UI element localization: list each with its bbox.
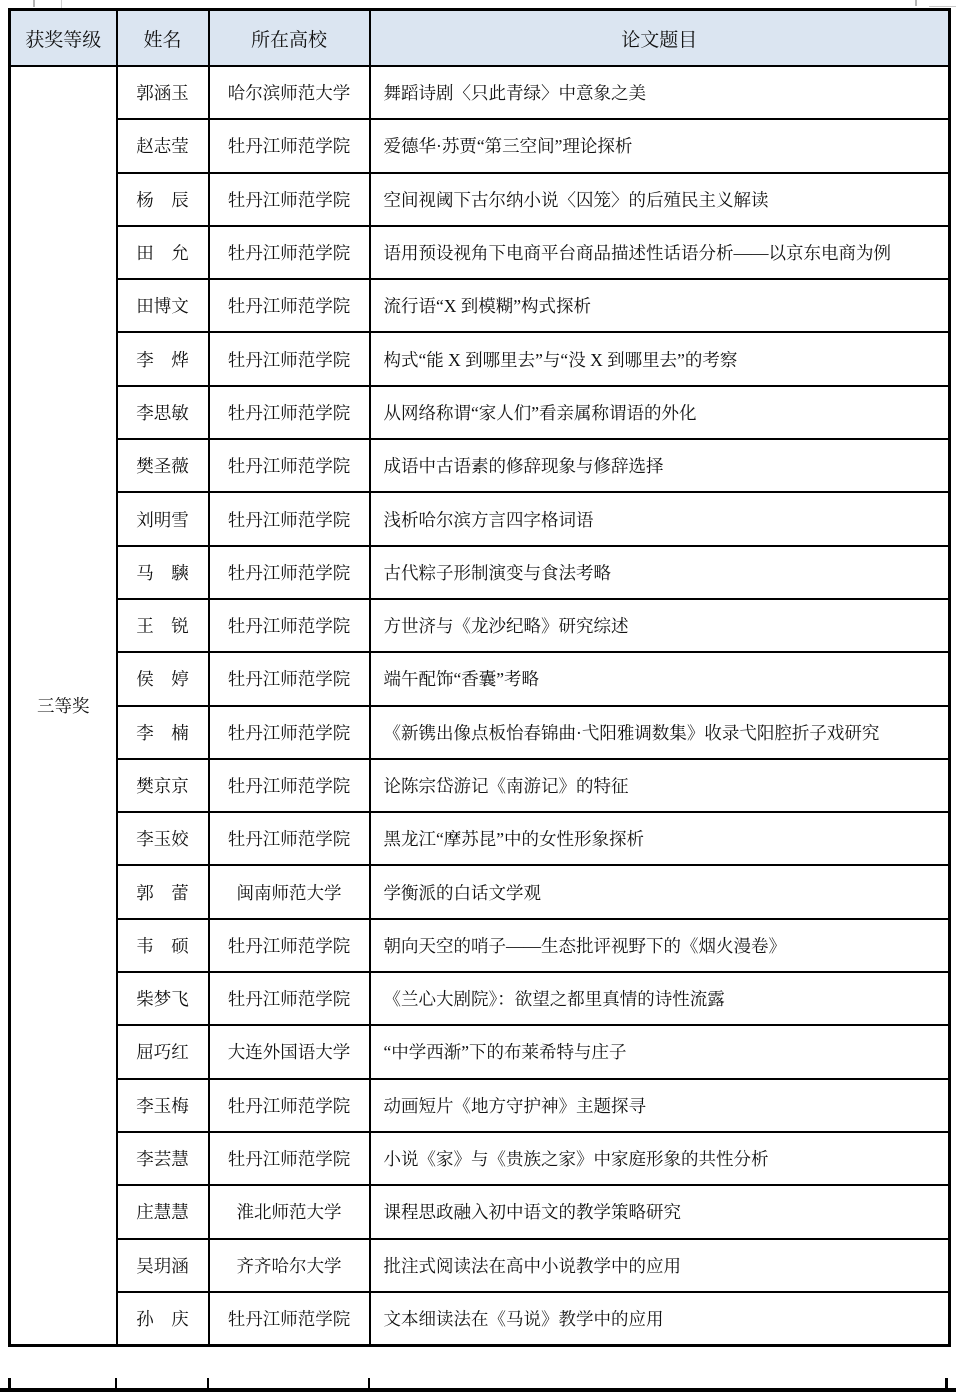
table-row (10, 599, 950, 652)
header-cell-school: 所在高校 (209, 10, 370, 67)
school-cell: 牡丹江师范学院 (209, 1132, 370, 1185)
table-row (10, 1292, 950, 1346)
table-row (10, 226, 950, 279)
table-header (10, 10, 950, 67)
name-cell: 田 允 (117, 226, 209, 279)
name-cell: 李 烨 (117, 332, 209, 385)
school-cell: 牡丹江师范学院 (209, 759, 370, 812)
table-row (10, 919, 950, 972)
table-row (10, 279, 950, 332)
table-body (10, 66, 950, 1346)
school-cell: 牡丹江师范学院 (209, 599, 370, 652)
name-cell: 李 楠 (117, 706, 209, 759)
title-cell: 端午配饰“香囊”考略 (370, 652, 950, 705)
name-cell: 赵志莹 (117, 119, 209, 172)
name-cell: 马 騻 (117, 546, 209, 599)
title-cell: 小说《家》与《贵族之家》中家庭形象的共性分析 (370, 1132, 950, 1185)
name-cell: 柴梦飞 (117, 972, 209, 1025)
name-cell: 侯 婷 (117, 652, 209, 705)
table-row (10, 865, 950, 918)
table-row (10, 812, 950, 865)
school-cell: 牡丹江师范学院 (209, 706, 370, 759)
title-cell: 朝向天空的哨子——生态批评视野下的《烟火漫卷》 (370, 919, 950, 972)
name-cell: 韦 硕 (117, 919, 209, 972)
table-row (10, 706, 950, 759)
title-cell: 爱德华·苏贾“第三空间”理论探析 (370, 119, 950, 172)
title-cell: 批注式阅读法在高中小说教学中的应用 (370, 1239, 950, 1292)
ruler-tick (915, 0, 917, 6)
title-cell: 构式“能 X 到哪里去”与“没 X 到哪里去”的考察 (370, 332, 950, 385)
table-row (10, 972, 950, 1025)
name-cell: 李思敏 (117, 386, 209, 439)
school-cell: 牡丹江师范学院 (209, 546, 370, 599)
school-cell: 牡丹江师范学院 (209, 386, 370, 439)
name-cell: 李玉姣 (117, 812, 209, 865)
title-cell: 论陈宗岱游记《南游记》的特征 (370, 759, 950, 812)
name-cell: 杨 辰 (117, 173, 209, 226)
table-row (10, 439, 950, 492)
school-cell: 牡丹江师范学院 (209, 226, 370, 279)
title-cell: 文本细读法在《马说》教学中的应用 (370, 1292, 950, 1346)
name-cell: 吴玥涵 (117, 1239, 209, 1292)
ruler-line (929, 6, 956, 7)
name-cell: 屈巧红 (117, 1025, 209, 1078)
table-row (10, 119, 950, 172)
title-cell: 浅析哈尔滨方言四字格词语 (370, 492, 950, 545)
school-cell: 牡丹江师范学院 (209, 439, 370, 492)
title-cell: 课程思政融入初中语文的教学策略研究 (370, 1185, 950, 1238)
school-cell: 牡丹江师范学院 (209, 119, 370, 172)
title-cell: 舞蹈诗剧〈只此青绿〉中意象之美 (370, 66, 950, 119)
title-cell: “中学西渐”下的布莱希特与庄子 (370, 1025, 950, 1078)
table-row (10, 1025, 950, 1078)
school-cell: 大连外国语大学 (209, 1025, 370, 1078)
name-cell: 樊京京 (117, 759, 209, 812)
table-row (10, 492, 950, 545)
name-cell: 李玉梅 (117, 1079, 209, 1132)
title-cell: 方世济与《龙沙纪略》研究综述 (370, 599, 950, 652)
title-cell: 语用预设视角下电商平台商品描述性话语分析——以京东电商为例 (370, 226, 950, 279)
school-cell: 淮北师范大学 (209, 1185, 370, 1238)
table-row (10, 652, 950, 705)
table-row (10, 546, 950, 599)
awards-table (8, 8, 951, 1347)
table-row (10, 1185, 950, 1238)
title-cell: 黑龙江“摩苏昆”中的女性形象探析 (370, 812, 950, 865)
title-cell: 《新镌出像点板怡春锦曲·弋阳雅调数集》收录弋阳腔折子戏研究 (370, 706, 950, 759)
title-cell: 空间视阈下古尔纳小说〈囚笼〉的后殖民主义解读 (370, 173, 950, 226)
table-row (10, 386, 950, 439)
header-cell-title: 论文题目 (370, 10, 950, 67)
table-row (10, 66, 950, 119)
name-cell: 庄慧慧 (117, 1185, 209, 1238)
title-cell: 动画短片《地方守护神》主题探寻 (370, 1079, 950, 1132)
name-cell: 樊圣薇 (117, 439, 209, 492)
name-cell: 李芸慧 (117, 1132, 209, 1185)
name-cell: 田博文 (117, 279, 209, 332)
table-row (10, 332, 950, 385)
title-cell: 《兰心大剧院》：欲望之都里真情的诗性流露 (370, 972, 950, 1025)
header-cell-award-level: 获奖等级 (10, 10, 117, 67)
school-cell: 牡丹江师范学院 (209, 652, 370, 705)
header-cell-name: 姓名 (117, 10, 209, 67)
table-row (10, 759, 950, 812)
award-level-cell: 三等奖 (10, 66, 117, 1346)
name-cell: 孙 庆 (117, 1292, 209, 1346)
next-page-table-fragment (0, 1388, 956, 1392)
title-cell: 成语中古语素的修辞现象与修辞选择 (370, 439, 950, 492)
name-cell: 刘明雪 (117, 492, 209, 545)
ruler-tick (33, 0, 35, 7)
name-cell: 郭 蕾 (117, 865, 209, 918)
school-cell: 牡丹江师范学院 (209, 1292, 370, 1346)
title-cell: 流行语“X 到模糊”构式探析 (370, 279, 950, 332)
title-cell: 学衡派的白话文学观 (370, 865, 950, 918)
school-cell: 牡丹江师范学院 (209, 173, 370, 226)
table-row (10, 173, 950, 226)
school-cell: 哈尔滨师范大学 (209, 66, 370, 119)
title-cell: 古代粽子形制演变与食法考略 (370, 546, 950, 599)
school-cell: 牡丹江师范学院 (209, 1079, 370, 1132)
school-cell: 牡丹江师范学院 (209, 492, 370, 545)
table-row (10, 1079, 950, 1132)
school-cell: 牡丹江师范学院 (209, 332, 370, 385)
school-cell: 牡丹江师范学院 (209, 919, 370, 972)
school-cell: 齐齐哈尔大学 (209, 1239, 370, 1292)
school-cell: 闽南师范大学 (209, 865, 370, 918)
header-row (10, 10, 950, 67)
school-cell: 牡丹江师范学院 (209, 279, 370, 332)
table-row (10, 1132, 950, 1185)
name-cell: 郭涵玉 (117, 66, 209, 119)
table-row (10, 1239, 950, 1292)
name-cell: 王 锐 (117, 599, 209, 652)
school-cell: 牡丹江师范学院 (209, 972, 370, 1025)
school-cell: 牡丹江师范学院 (209, 812, 370, 865)
title-cell: 从网络称谓“家人们”看亲属称谓语的外化 (370, 386, 950, 439)
